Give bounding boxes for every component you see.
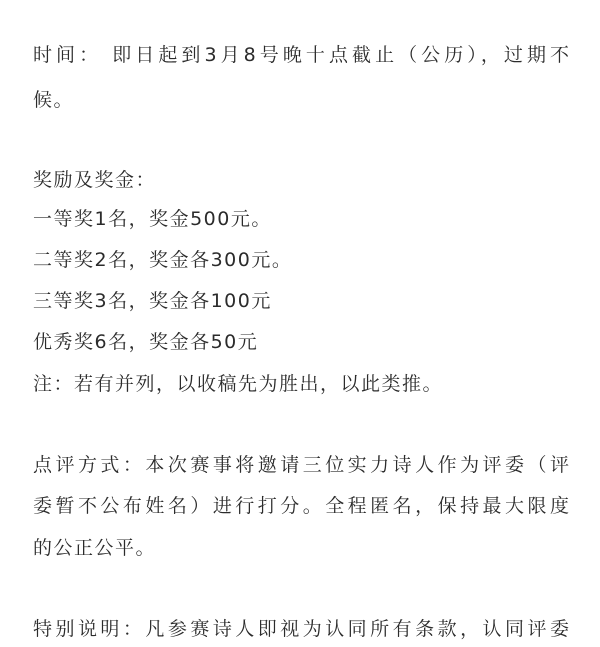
- rewards-heading: 奖励及奖金：: [33, 169, 157, 191]
- review-line-3: 的公正公平。: [33, 537, 157, 559]
- reward-item-second: 二等奖2名，奖金各300元。: [33, 249, 293, 271]
- rewards-note: 注：若有并列，以收稿先为胜出，以此类推。: [33, 373, 444, 395]
- time-line-1: 时间： 即日起到3月8号晚十点截止（公历），过期不: [33, 44, 569, 66]
- reward-item-excellent: 优秀奖6名，奖金各50元: [33, 331, 259, 353]
- reward-item-first: 一等奖1名，奖金500元。: [33, 208, 272, 230]
- reward-item-third: 三等奖3名，奖金各100元: [33, 290, 272, 312]
- special-line-1: 特别说明：凡参赛诗人即视为认同所有条款，认同评委: [33, 618, 569, 640]
- time-line-2: 候。: [33, 89, 75, 111]
- review-line-2: 委暂不公布姓名）进行打分。全程匿名，保持最大限度: [33, 495, 569, 517]
- review-line-1: 点评方式：本次赛事将邀请三位实力诗人作为评委（评: [33, 454, 569, 476]
